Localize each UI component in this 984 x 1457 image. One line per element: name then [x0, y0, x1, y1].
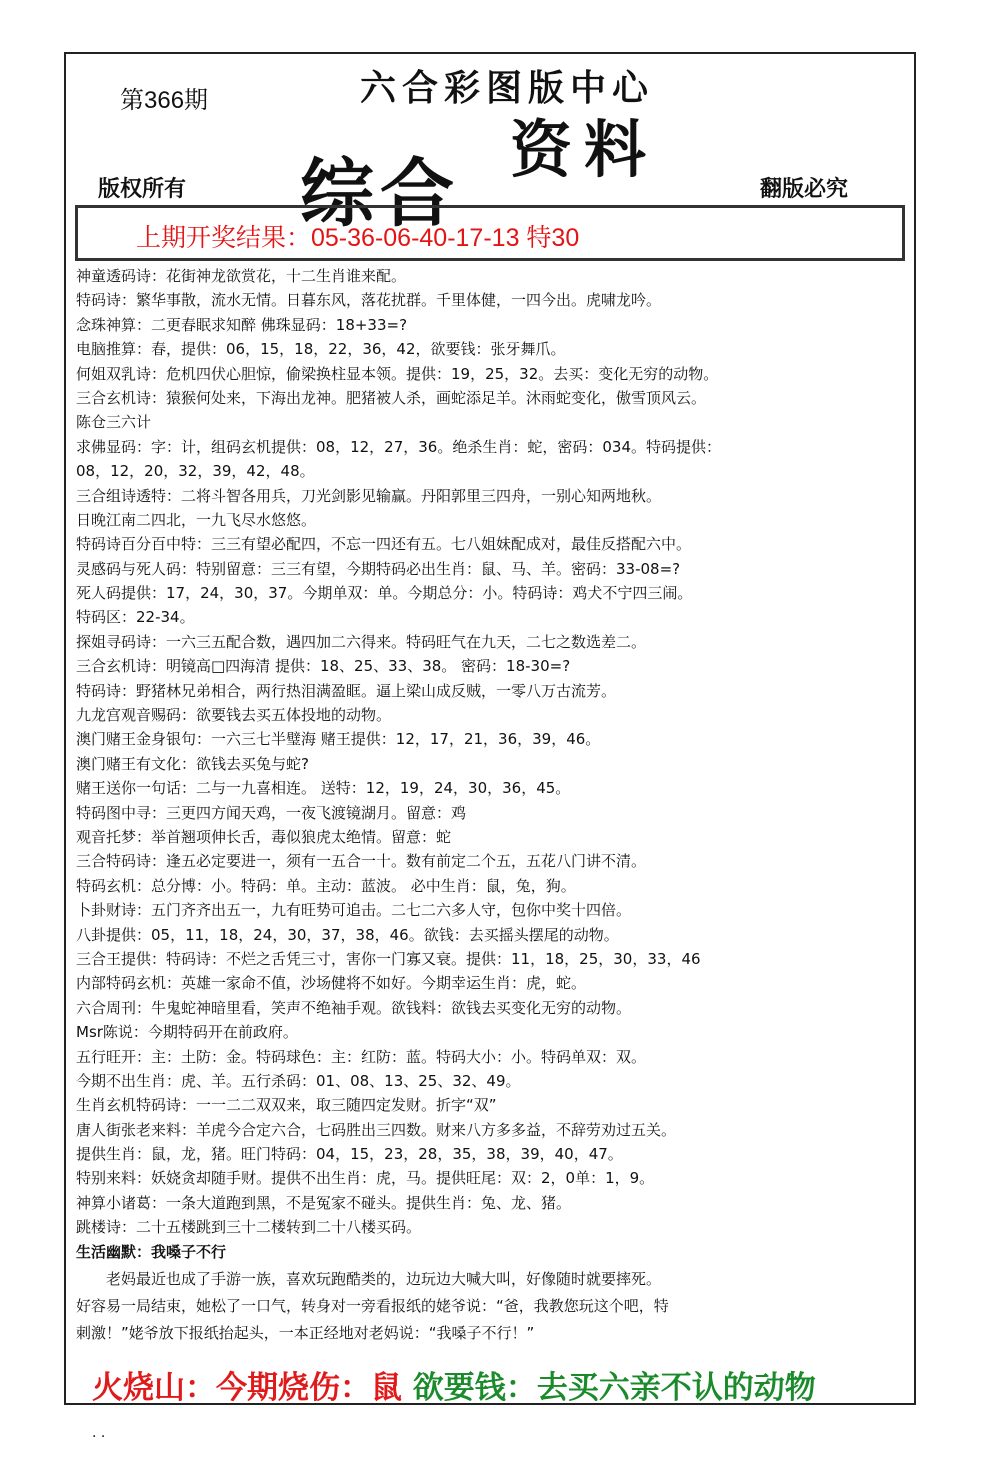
content-line: 三合玄机诗：明镜高□四海清 提供：18、25、33、38。 密码：18-30=? — [76, 657, 571, 676]
copyright-right: 翻版必究 — [760, 176, 849, 202]
content-line: 六合周刊：牛鬼蛇神暗里看，笑声不绝袖手观。欲钱料：欲钱去买变化无穷的动物。 — [76, 998, 632, 1017]
content-line: 特码诗：野猪林兄弟相合，两行热泪满盈眶。逼上梁山成反贼，一零八万古流芳。 — [76, 681, 617, 700]
banner-part-3: 欲要钱：去买六亲不认的动物 — [402, 1370, 816, 1406]
content-line: 灵感码与死人码：特别留意：三三有望，今期特码必出生肖：鼠、马、羊。密码：33-08=? — [76, 559, 681, 578]
content-line: 三合王提供：特码诗：不烂之舌凭三寸，害你一门寡又衰。提供：11，18，25，30，33，46 — [76, 949, 701, 968]
bottom-banner — [92, 1362, 816, 1407]
content-line: 特码区：22-34。 — [76, 608, 195, 627]
footer-dots: . . — [92, 1425, 106, 1441]
content-line: 三合特码诗：逢五必定要进一，须有一五合一十。数有前定二个五，五花八门讲不清。 — [76, 852, 647, 871]
last-draw-result: 上期开奖结果：05-36-06-40-17-13 特30 — [136, 224, 580, 252]
joke-line: 老妈最近也成了手游一族，喜欢玩跑酷类的，边玩边大喊大叫，好像随时就要摔死。 — [76, 1270, 662, 1288]
content-line: 死人码提供：17，24，30，37。今期单双：单。今期总分：小。特码诗：鸡犬不宁四三闹。 — [76, 584, 693, 603]
content-line: 三合组诗透特：二将斗智各用兵，刀光剑影见输赢。丹阳郭里三四舟，一别心知两地秋。 — [76, 486, 662, 505]
joke-body — [76, 1266, 896, 1347]
content-line: Msr陈说：今期特码开在前政府。 — [76, 1023, 298, 1042]
content-line: 澳门赌王金身银句：一六三七半璧海 赌王提供：12，17，21，36，39，46。 — [76, 730, 601, 749]
big-title-ziliao: 资料 — [510, 113, 659, 186]
content-lines — [76, 264, 906, 1240]
content-line: 卜卦财诗：五门齐齐出五一，九有旺势可追击。二七二六多人守，包你中奖十四倍。 — [76, 901, 632, 920]
content-line: 日晚江南二四北，一九飞尽水悠悠。 — [76, 510, 317, 529]
result-box — [75, 205, 905, 261]
content-line: 求佛显码：字：计，组码玄机提供：08，12，27，36。绝杀生肖：蛇，密码：034。特码提供： — [76, 437, 721, 456]
content-line: 内部特码玄机：英雄一家命不值，沙场健将不如好。今期幸运生肖：虎，蛇。 — [76, 974, 587, 993]
copyright-left: 版权所有 — [98, 176, 187, 202]
content-line: 提供生肖：鼠，龙，猪。旺门特码：04，15，23，28，35，38，39，40，47。 — [76, 1145, 623, 1164]
joke-line: 刺激！”姥爷放下报纸抬起头，一本正经地对老妈说：“我嗓子不行！” — [76, 1324, 535, 1342]
issue-number: 第366期 — [120, 87, 209, 114]
content-line: 神童透码诗：花街神龙欲赏花，十二生肖谁来配。 — [76, 267, 407, 285]
content-line: 唐人街张老来料：羊虎今合定六合，七码胜出三四数。财来八方多多益，不辞劳劝过五关。 — [76, 1120, 677, 1139]
content-line: 八卦提供：05，11，18，24，30，37，38，46。欲钱：去买摇头摆尾的动物。 — [76, 925, 619, 944]
content-line: 念珠神算：二更春眠求知醉 佛珠显码：18+33=? — [76, 315, 408, 334]
content-line: 九龙宫观音赐码：欲要钱去买五体投地的动物。 — [76, 706, 392, 725]
center-title: 六合彩图版中心 — [360, 67, 655, 109]
content-line: 澳门赌王有文化：欲钱去买兔与蛇? — [76, 754, 309, 773]
content-line: 电脑推算：春，提供：06，15，18，22，36，42，欲要钱：张牙舞爪。 — [76, 340, 566, 359]
content-line: 特别来料：妖娆贪却随手财。提供不出生肖：虎，马。提供旺尾：双：2，0单：1，9。 — [76, 1169, 655, 1188]
content-line: 特码诗：繁华事散，流水无情。日暮东风，落花扰群。千里体健，一四今出。虎啸龙吟。 — [76, 291, 662, 310]
content-line: 五行旺开：主：土防：金。特码球色：主：红防：蓝。特码大小：小。特码单双：双。 — [76, 1047, 647, 1066]
content-line: 跳楼诗：二十五楼跳到三十二楼转到二十八楼买码。 — [76, 1218, 422, 1237]
content-line: 探姐寻码诗：一六三五配合数，遇四加二六得来。特码旺气在九天，二七之数选差二。 — [76, 632, 647, 651]
joke-heading: 生活幽默：我嗓子不行 — [76, 1243, 227, 1261]
content-line: 观音托梦：举首翘项伸长舌，毒似狼虎太绝情。留意：蛇 — [76, 827, 452, 846]
content-line: 三合玄机诗：猿猴何处来，下海出龙神。肥猪被人杀，画蛇添足羊。沐雨蛇变化，傲雪顶风云。 — [76, 388, 707, 407]
banner-part-1: 火烧山：今期烧伤： — [92, 1370, 371, 1406]
content-line: 神算小诸葛：一条大道跑到黑，不是冤家不碰头。提供生肖：兔、龙、猪。 — [76, 1193, 572, 1212]
content-line: 特码诗百分百中特：三三有望必配四，不忘一四还有五。七八姐妹配成对，最佳反搭配六中。 — [76, 535, 692, 554]
content-line: 何姐双乳诗：危机四伏心胆惊，偷梁换柱显本领。提供：19，25，32。去买：变化无穷的动物。 — [76, 364, 719, 383]
content-line: 生肖玄机特码诗：一一二二双双来，取三随四定发财。折字“双” — [76, 1096, 497, 1115]
banner-part-2: 鼠 — [371, 1370, 402, 1406]
content-line: 今期不出生肖：虎、羊。五行杀码：01、08、13、25、32、49。 — [76, 1071, 521, 1090]
content-line: 陈仓三六计 — [76, 413, 152, 432]
content-line: 特码玄机：总分博：小。特码：单。主动：蓝波。 必中生肖：鼠，兔，狗。 — [76, 876, 576, 895]
content-line: 赌王送你一句话：二与一九喜相连。 送特：12，19，24，30，36，45。 — [76, 779, 571, 798]
content-line: 08，12，20，32，39，42，48。 — [76, 462, 315, 481]
joke-line: 好容易一局结束，她松了一口气，转身对一旁看报纸的姥爷说：“爸，我教您玩这个吧，特 — [76, 1297, 669, 1315]
big-title-zonghe: 综合 — [300, 151, 460, 237]
content-line: 特码图中寻：三更四方闻天鸡，一夜飞渡镜湖月。留意：鸡 — [76, 803, 467, 822]
